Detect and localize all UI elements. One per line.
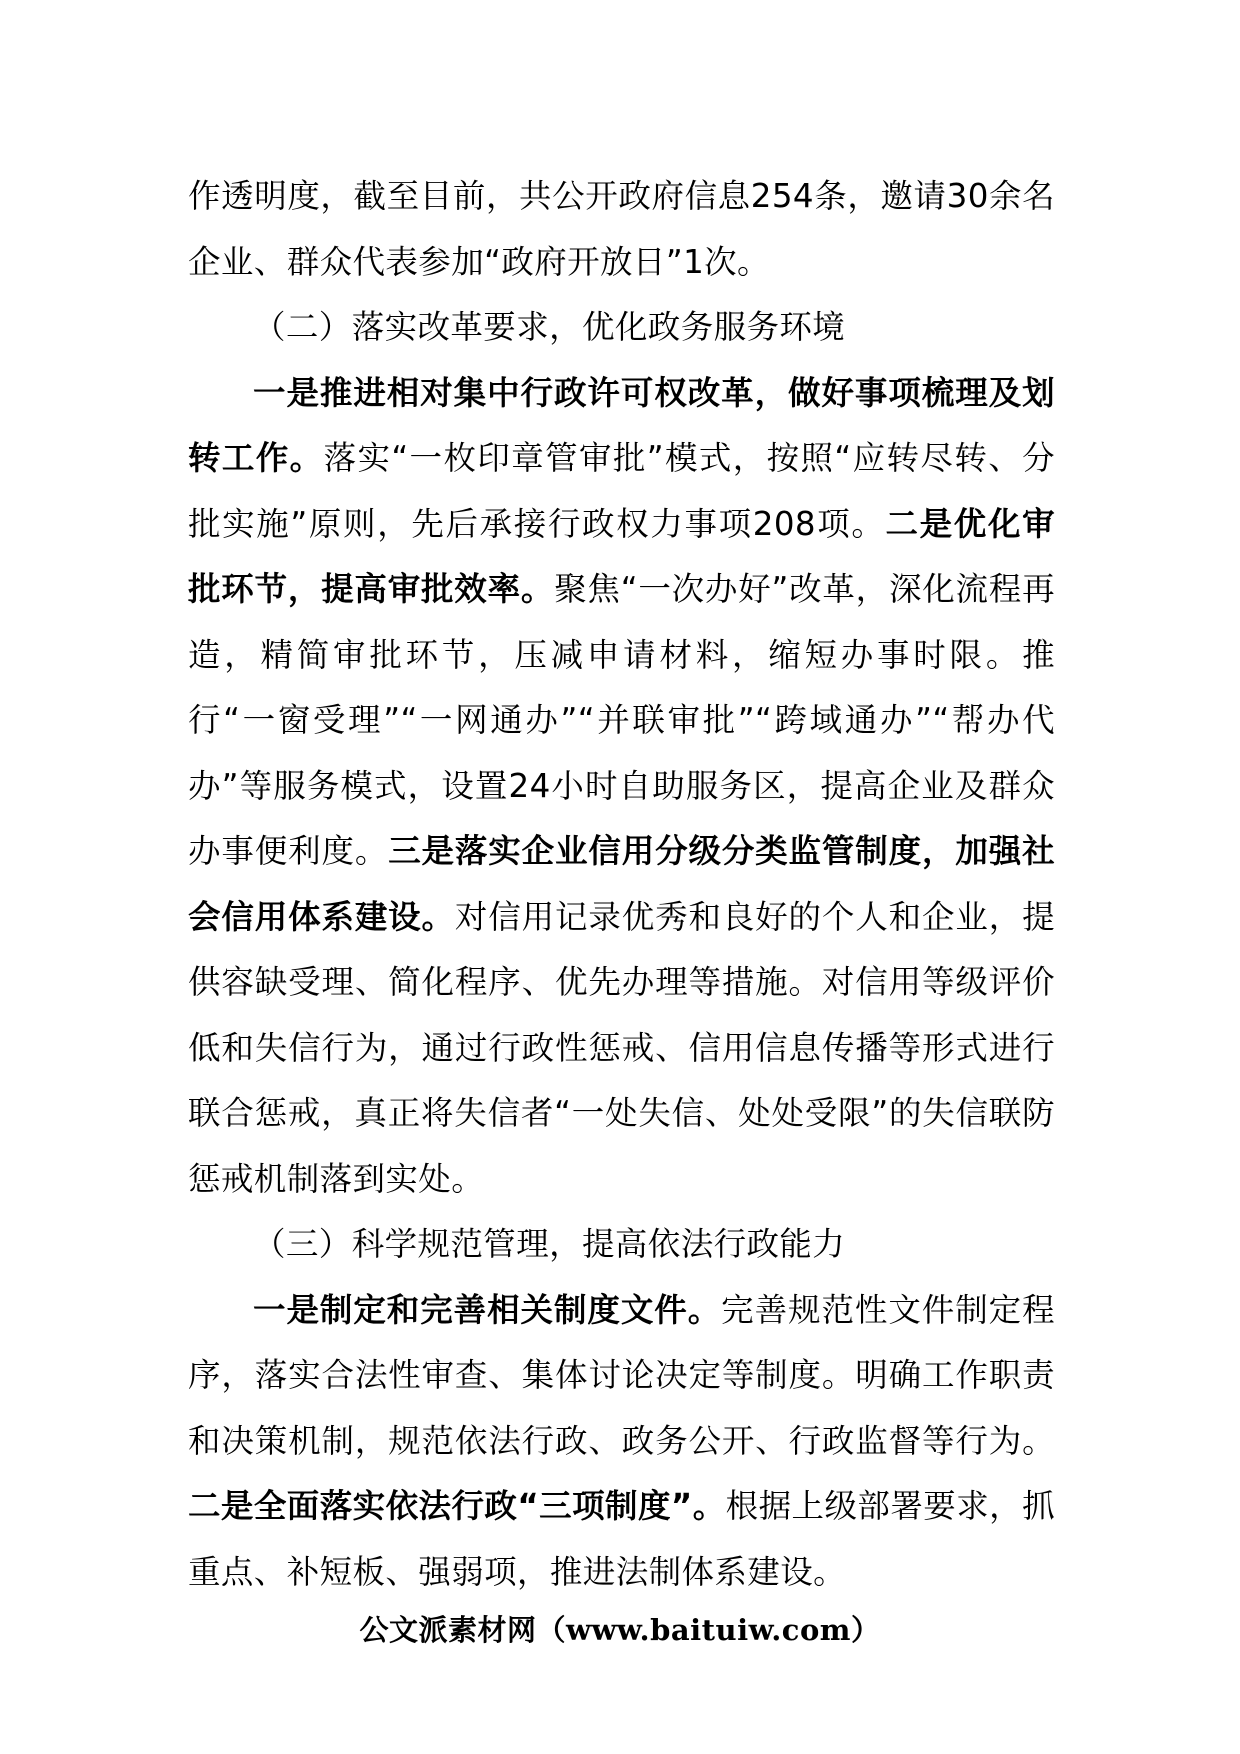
paragraph-section-3 bbox=[188, 1278, 1055, 1606]
body-text-3: 对信用记录优秀和良好的个人和企业，提供容缺受理、简化程序、优先办理等措施。对信用等级评价低和失信行为，通过行政性惩戒、信用信息传播等形式进行联合惩戒，真正将失信者“一处失信、处处受限”的失信联防惩戒机制落到实处。 bbox=[188, 897, 1056, 1198]
bold-lead-1: 一是推进相对集中行政许可权改革，做好事项梳理及划转工作。 bbox=[188, 373, 1055, 477]
paragraph-continued: 作透明度，截至目前，共公开政府信息254条，邀请30余名企业、群众代表参加“政府开放日”1次。 bbox=[188, 177, 1055, 281]
body-text-1: 落实“一枚印章管审批”模式，按照“应转尽转、分批实施”原则，先后承接行政权力事项208项。 bbox=[188, 439, 1055, 543]
section-heading-3: （三）科学规范管理，提高依法行政能力 bbox=[253, 1225, 846, 1263]
document-body bbox=[188, 164, 1055, 1605]
bold-lead-2: 二是全面落实依法行政“三项制度”。 bbox=[188, 1487, 726, 1525]
body-text-2: 根据上级部署要求，抓重点、补短板、强弱项，推进法制体系建设。 bbox=[188, 1487, 1055, 1591]
footer-watermark: 公文派素材网（www.baituiw.com） bbox=[359, 1613, 881, 1647]
body-text-2: 聚焦“一次办好”改革，深化流程再造，精简审批环节，压减申请材料，缩短办事时限。推行“一窗受理”“一网通办”“并联审批”“跨域通办”“帮办代办”等服务模式，设置24小时自助服务区，提高企业及群众办事便利度。 bbox=[188, 570, 1055, 870]
section-heading-2: （二）落实改革要求，优化政务服务环境 bbox=[253, 308, 846, 346]
bold-lead-3: 三是落实企业信用分级分类监管制度，加强社会信用体系建设。 bbox=[188, 832, 1055, 936]
bold-lead-2: 二是优化审批环节，提高审批效率。 bbox=[188, 504, 1055, 608]
bold-lead-1: 一是制定和完善相关制度文件。 bbox=[253, 1290, 722, 1329]
paragraph-section-2 bbox=[188, 361, 1055, 1213]
body-text-1: 完善规范性文件制定程序，落实合法性审查、集体讨论决定等制度。明确工作职责和决策机制，规范依法行政、政务公开、行政监督等行为。 bbox=[188, 1290, 1055, 1460]
